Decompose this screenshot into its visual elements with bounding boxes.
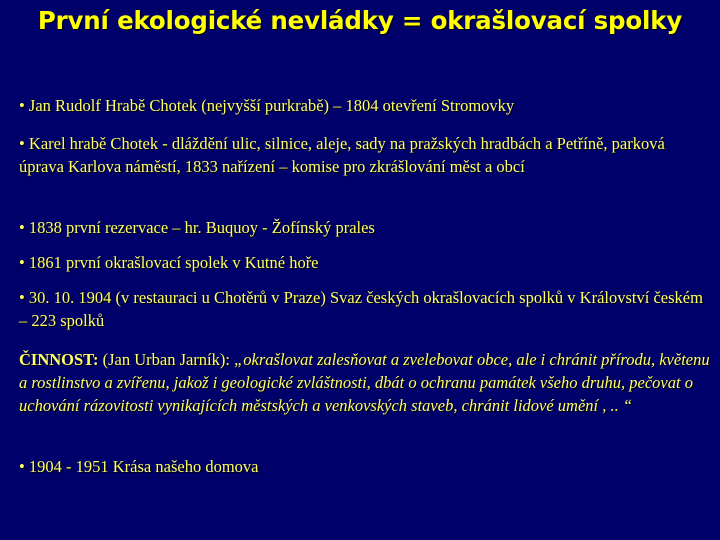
slide-title: První ekologické nevládky = okrašlovací spolky	[37, 6, 683, 35]
activity-paragraph	[19, 348, 711, 417]
activity-label: ČINNOST:	[19, 350, 99, 369]
bullet-svaz-spolku: • 30. 10. 1904 (v restauraci u Chotěrů v Praze) Svaz českých okrašlovacích spolků v Království českém – 223 spolků	[19, 288, 703, 330]
bullet-krasa-domova: • 1904 - 1951 Krása našeho domova	[19, 457, 259, 476]
activity-quote: „okrašlovat zalesňovat a zvelebovat obce, ale i chránit přírodu, květenu a rostlinstvo a zvířenu, jakož i geologické zvláštnosti, dbát o ochranu památek všeho druhu, pečovat o uchování rázovitosti vynikajících městských a venkovských staveb, chránit lidové umění , .. “	[19, 350, 710, 415]
activity-author: (Jan Urban Jarník):	[98, 350, 235, 369]
bullet-kutna-hora: • 1861 první okrašlovací spolek v Kutné hoře	[19, 253, 319, 272]
bullet-karel-chotek: • Karel hrabě Chotek - dláždění ulic, silnice, aleje, sady na pražských hradbách a Petříně, parková úprava Karlova náměstí, 1833 nařízení – komise pro zkrášlování měst a obcí	[19, 134, 665, 176]
bullet-stromovka: • Jan Rudolf Hrabě Chotek (nejvyšší purkrabě) – 1804 otevření Stromovky	[19, 96, 515, 115]
bullet-first-reserve: • 1838 první rezervace – hr. Buquoy - Žofínský prales	[19, 218, 375, 237]
